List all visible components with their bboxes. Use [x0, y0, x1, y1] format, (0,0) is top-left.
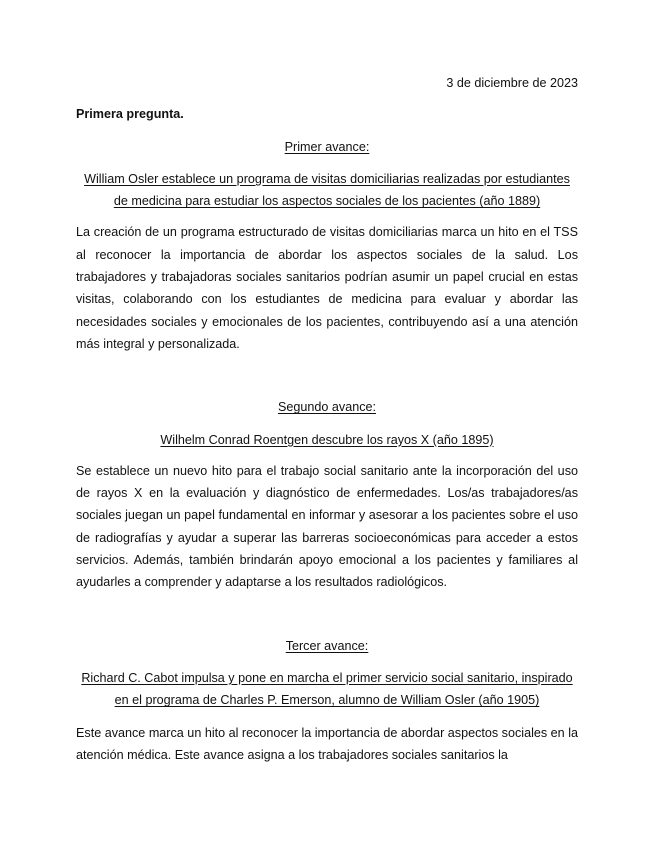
section-body: Se establece un nuevo hito para el trabajo social sanitario ante la incorporación del uso de rayos X en la evaluación y diagnóstico de enfermedades. Los/as trabajadores/as sociales juegan un papel fundamental en informar y asesorar a los pacientes sobre el uso de radiografías y ayudar a superar las barreras socioeconómicas para acceder a estos servicios. Además, también brindarán apoyo emocional a los pacientes y familiares al ayudarles a comprender y adaptarse a los resultados radiológicos.	[76, 463, 578, 590]
question-title: Primera pregunta.	[76, 107, 184, 122]
section-third-advance	[76, 635, 578, 766]
section-event: Richard C. Cabot impulsa y pone en marcha el primer servicio social sanitario, inspirado en el programa de Charles P. Emerson, alumno de William Osler (año 1905)	[81, 670, 573, 708]
section-body: La creación de un programa estructurado de visitas domiciliarias marca un hito en el TSS al reconocer la importancia de abordar los aspectos sociales de la salud. Los trabajadores y trabajadoras sociales sanitarios podrían asumir un papel crucial en estas visitas, colaborando con los estudiantes de medicina para evaluar y abordar las necesidades sociales y emocionales de los pacientes, contribuyendo así a una atención más integral y personalizada.	[76, 225, 578, 351]
section-body: Este avance marca un hito al reconocer la importancia de abordar aspectos sociales en la atención médica. Este avance asigna a los trabajadores sociales sanitarios la	[76, 725, 578, 762]
document-date: 3 de diciembre de 2023	[446, 76, 578, 90]
section-first-advance	[76, 136, 578, 356]
section-heading: Primer avance:	[284, 139, 370, 154]
section-heading: Tercer avance:	[285, 638, 369, 653]
section-event: Wilhelm Conrad Roentgen descubre los rayos X (año 1895)	[160, 432, 494, 447]
document-page	[76, 72, 578, 766]
section-heading: Segundo avance:	[277, 400, 377, 415]
section-event: William Osler establece un programa de visitas domiciliarias realizadas por estudiantes de medicina para estudiar los aspectos sociales de los pacientes (año 1889)	[84, 171, 570, 209]
section-second-advance	[76, 396, 578, 593]
